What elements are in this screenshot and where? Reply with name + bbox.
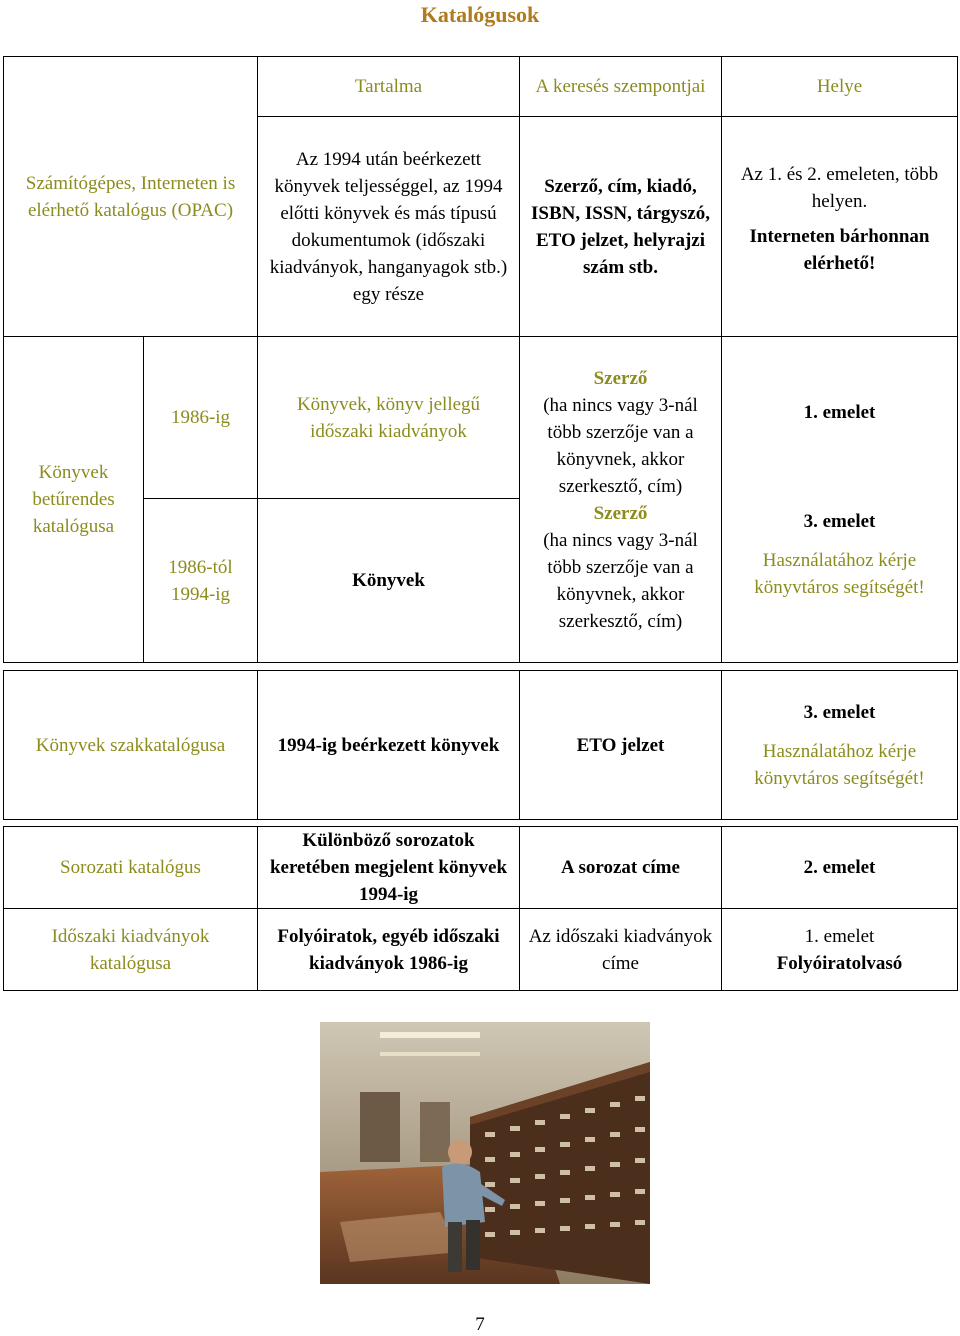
subject-location: [722, 671, 958, 820]
periodicals-location-room: Folyóiratolvasó: [776, 952, 903, 974]
alpha-content2: Könyvek: [258, 499, 520, 663]
card-catalog-illustration: [320, 1022, 650, 1284]
opac-criteria: Szerző, cím, kiadó, ISBN, ISSN, tárgyszó, ETO jelzet, helyrajzi szám stb.: [520, 117, 722, 337]
series-content: Különböző sorozatok keretében megjelent könyvek 1994-ig: [258, 827, 520, 909]
periodicals-location-floor: 1. emelet: [804, 925, 875, 947]
card-catalog-photo: [320, 1022, 650, 1284]
periodicals-name: Időszaki kiadványok katalógusa: [4, 909, 258, 991]
series-criteria: A sorozat címe: [520, 827, 722, 909]
alpha-content1: Könyvek, könyv jellegű időszaki kiadványok: [258, 337, 520, 499]
opac-location-line2: Interneten bárhonnan elérhető!: [749, 226, 930, 274]
alpha-location: [722, 337, 958, 663]
header-helye: Helye: [722, 57, 958, 117]
catalog-table-main: [3, 56, 958, 663]
header-szempontjai: A keresés szempontjai: [520, 57, 722, 117]
alpha-location2-note: Használatához kérje könyvtáros segítségét!: [754, 549, 925, 598]
alpha-criteria2: (ha nincs vagy 3-nál több szerzője van a könyvnek, akkor szerkesztő, cím): [543, 529, 698, 632]
catalog-table-subject: [3, 670, 958, 820]
opac-content: Az 1994 után beérkezett könyvek teljességgel, az 1994 előtti könyvek és más típusú dokumentumok (időszaki kiadványok, hanganyagok stb.) egy része: [258, 117, 520, 337]
alpha-criteria2-head: Szerző: [593, 502, 648, 524]
subject-location-floor: 3. emelet: [803, 701, 876, 723]
opac-name: Számítógépes, Interneten is elérhető katalógus (OPAC): [4, 57, 258, 337]
subject-name: Könyvek szakkatalógusa: [4, 671, 258, 820]
alpha-location2-floor: 3. emelet: [803, 510, 876, 532]
subject-content: 1994-ig beérkezett könyvek: [258, 671, 520, 820]
alpha-criteria1-head: Szerző: [593, 367, 648, 389]
periodicals-content: Folyóiratok, egyéb időszaki kiadványok 1986-ig: [258, 909, 520, 991]
alpha-name: Könyvek betűrendes katalógusa: [4, 337, 144, 663]
opac-location-line1: Az 1. és 2. emeleten, több helyen.: [740, 164, 939, 212]
alpha-period1: 1986-ig: [144, 337, 258, 499]
catalog-table-series: [3, 826, 958, 991]
alpha-criteria: [520, 337, 722, 663]
alpha-criteria1: (ha nincs vagy 3-nál több szerzője van a könyvnek, akkor szerkesztő, cím): [543, 394, 698, 497]
subject-location-note: Használatához kérje könyvtáros segítségét!: [754, 740, 925, 789]
periodicals-location: [722, 909, 958, 991]
series-location: 2. emelet: [722, 827, 958, 909]
page-title: Katalógusok: [420, 2, 540, 27]
alpha-period2: 1986-tól 1994-ig: [144, 499, 258, 663]
opac-location: [722, 117, 958, 337]
subject-criteria: ETO jelzet: [520, 671, 722, 820]
page-number: 7: [475, 1314, 485, 1335]
alpha-location1: 1. emelet: [803, 401, 876, 423]
periodicals-criteria: Az időszaki kiadványok címe: [520, 909, 722, 991]
series-name: Sorozati katalógus: [4, 827, 258, 909]
header-tartalma: Tartalma: [258, 57, 520, 117]
